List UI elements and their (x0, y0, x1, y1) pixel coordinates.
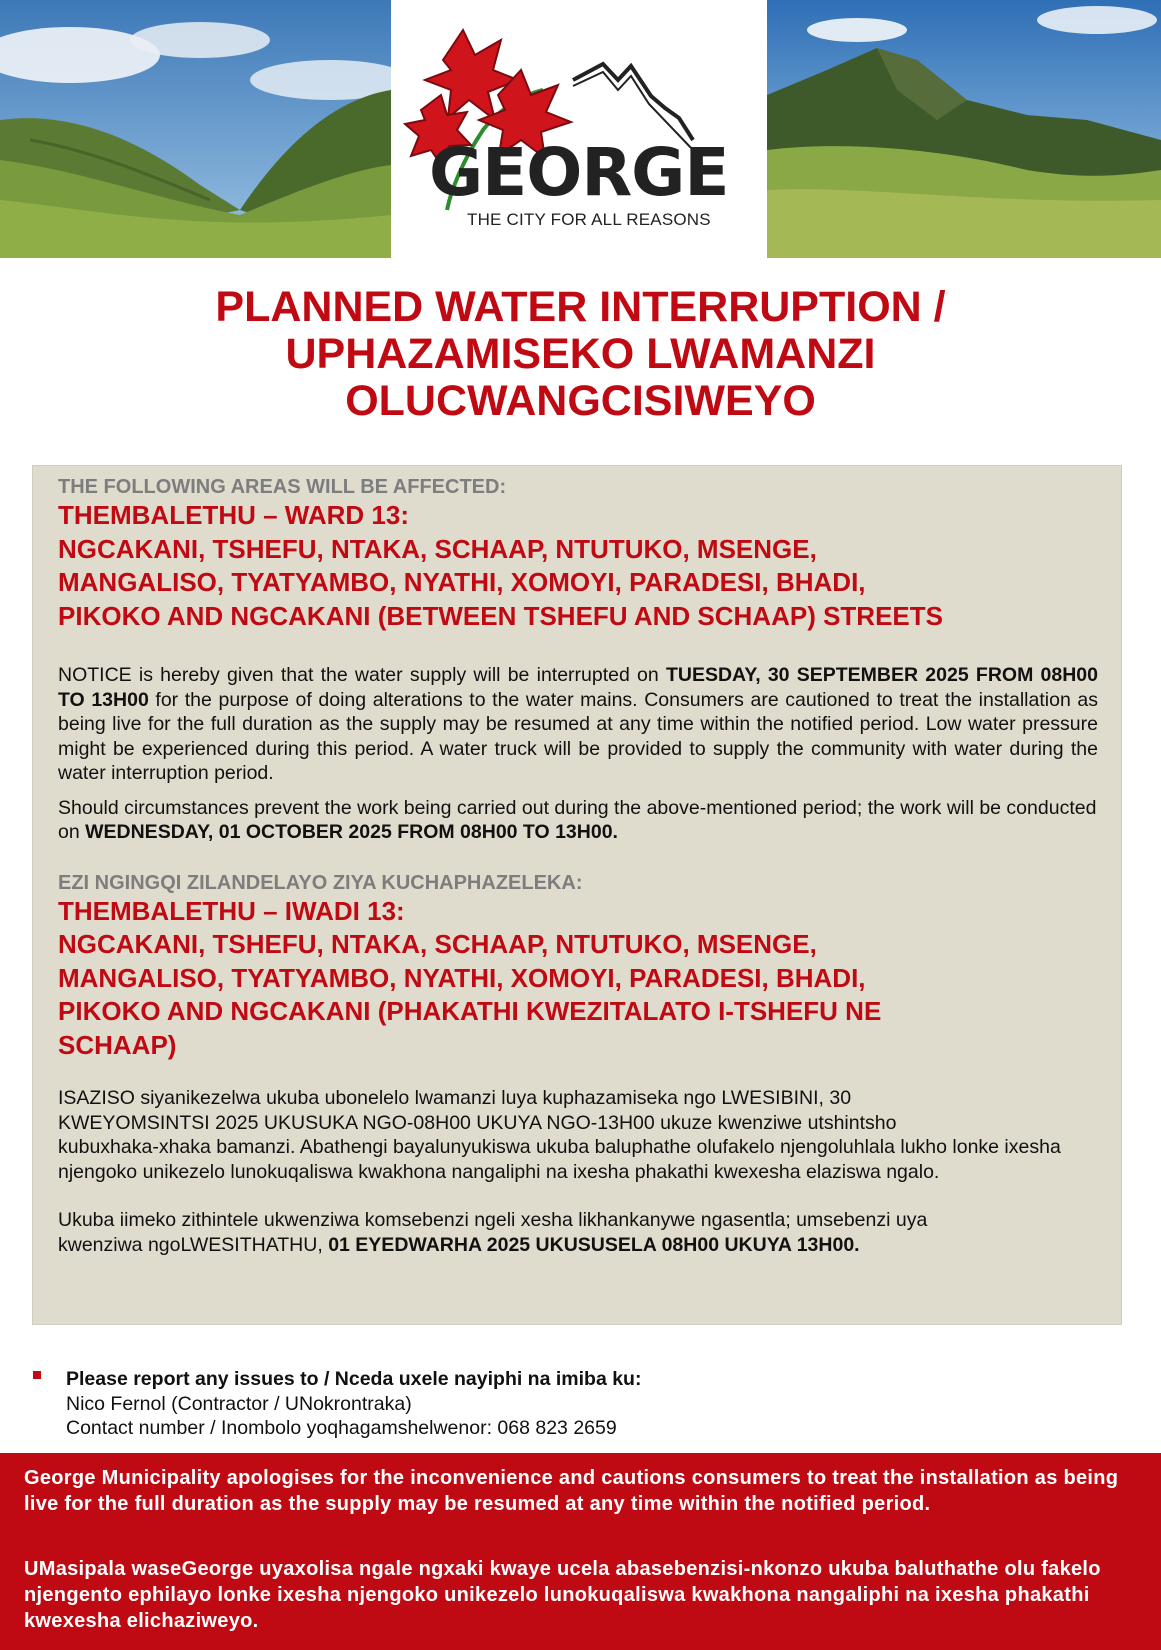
xhosa-notice-line: KWEYOMSINTSI 2025 UKUSUKA NGO-08H00 UKUYA NGO-13H00 ukuze kwenziwe utshintsho (58, 1111, 897, 1134)
xhosa-alternate-paragraph (58, 1208, 1098, 1257)
contact-name: Nico Fernol (Contractor / UNokrontraka) (66, 1392, 412, 1415)
xhosa-notice-line: kubuxhaka-xhaka bamanzi. Abathengi bayalunyukiswa ukuba baluphathe olufakelo njengoluhlala lukho lonke ixesha njengoko unikezelo lunokuqaliswa kwakhona nangaliphi na ixesha phakathi kwexesha elaziswa ngalo. (58, 1136, 1061, 1183)
notice-paragraph (58, 663, 1098, 786)
contact-number: Contact number / Inombolo yoqhagamshelwenor: 068 823 2659 (66, 1417, 617, 1439)
streets-line: MANGALISO, TYATYAMBO, NYATHI, XOMOYI, PARADESI, BHADI, (58, 567, 866, 597)
xhosa-streets-line: MANGALISO, TYATYAMBO, NYATHI, XOMOYI, PARADESI, BHADI, (58, 962, 866, 993)
mountain-peak-photo (767, 0, 1161, 258)
notice-intro: NOTICE is hereby given that the water supply will be interrupted on (58, 664, 666, 686)
xhosa-streets-line: SCHAAP) (58, 1029, 177, 1060)
xhosa-notice-line: ISAZISO siyanikezelwa ukuba ubonelelo lwamanzi luya kuphazamiseka ngo LWESIBINI, 30 (58, 1087, 852, 1109)
footer-xhosa: UMasipala waseGeorge uyaxolisa ngale ngxaki kwaye ucela abasebenzisi-nkonzo ukuba baluthathe olu fakelo njengento ephilayo lonke ixesha njengoko unikezelo lunokuqaliswa kwakhona nangaliphi na ixesha phakathi kwexesha elichaziweyo. (24, 1558, 1101, 1632)
streets-line: NGCAKANI, TSHEFU, NTAKA, SCHAAP, NTUTUKO, MSENGE, (58, 533, 817, 564)
notice-date: TUESDAY, 30 SEPTEMBER 2025 FROM 08H00 TO 13H00 (58, 664, 1098, 711)
footer-english: George Municipality apologises for the inconvenience and cautions consumers to treat the installation as being live for the full duration as the supply may be resumed at any time within the notified period. (24, 1467, 1119, 1515)
title-line-2: UPHAZAMISEKO LWAMANZI (285, 330, 876, 378)
page-title (0, 284, 1161, 425)
xhosa-alt-line (58, 1233, 1098, 1258)
affected-label: THE FOLLOWING AREAS WILL BE AFFECTED: (58, 476, 507, 498)
area-heading: THEMBALETHU – WARD 13: (58, 500, 410, 530)
report-heading: Please report any issues to / Nceda uxele nayiphi na imiba ku: (66, 1368, 642, 1390)
logo-wordmark: GEORGE (429, 134, 729, 211)
report-text (66, 1367, 1122, 1441)
notice-rest: for the purpose of doing alterations to the water mains. Consumers are cautioned to treat the installation as being live for the full duration as the supply may be resumed at any time within the notified period. Low water pressure might be experienced during this period. A water truck will be provided to supply the community with water during the water interruption period. (58, 688, 1099, 784)
bullet-icon (33, 1371, 41, 1379)
header-banner (0, 0, 1161, 260)
english-section (58, 475, 1098, 1257)
xhosa-alt-line: Ukuba iimeko zithintele ukwenziwa komsebenzi ngeli xesha likhankanywe ngasentla; umsebenzi uya (58, 1209, 928, 1231)
notice-panel (32, 465, 1122, 1325)
streets-line: PIKOKO AND NGCAKANI (BETWEEN TSHEFU AND SCHAAP) STREETS (58, 600, 943, 631)
xhosa-streets-line: PIKOKO AND NGCAKANI (PHAKATHI KWEZITALATO I-TSHEFU NE (58, 996, 882, 1026)
xhosa-area-heading: THEMBALETHU – IWADI 13: (58, 895, 405, 926)
alternate-date-paragraph (58, 796, 1098, 845)
xhosa-alt-date: 01 EYEDWARHA 2025 UKUSUSELA 08H00 UKUYA 13H00. (328, 1233, 860, 1256)
alt-intro: Should circumstances prevent the work being carried out during the above-mentioned period; the work will be conducted on (58, 796, 1097, 843)
alt-date: WEDNESDAY, 01 OCTOBER 2025 FROM 08H00 TO 13H00. (85, 821, 618, 843)
title-line-3: OLUCWANGCISIWEYO (345, 377, 816, 425)
xhosa-streets-line: NGCAKANI, TSHEFU, NTAKA, SCHAAP, NTUTUKO, MSENGE, (58, 929, 817, 959)
mountain-valley-photo (0, 0, 391, 258)
xhosa-affected-label: EZI NGINGQI ZILANDELAYO ZIYA KUCHAPHAZELEKA: (58, 871, 583, 894)
logo-tagline: THE CITY FOR ALL REASONS (467, 210, 711, 229)
george-logo (403, 0, 755, 258)
xhosa-notice-paragraph (58, 1086, 1098, 1184)
title-line-1: PLANNED WATER INTERRUPTION / (215, 283, 946, 331)
footer-banner (0, 1453, 1161, 1650)
xhosa-alt-intro: kwenziwa ngoLWESITHATHU, (58, 1233, 329, 1256)
report-contact (32, 1367, 1122, 1441)
